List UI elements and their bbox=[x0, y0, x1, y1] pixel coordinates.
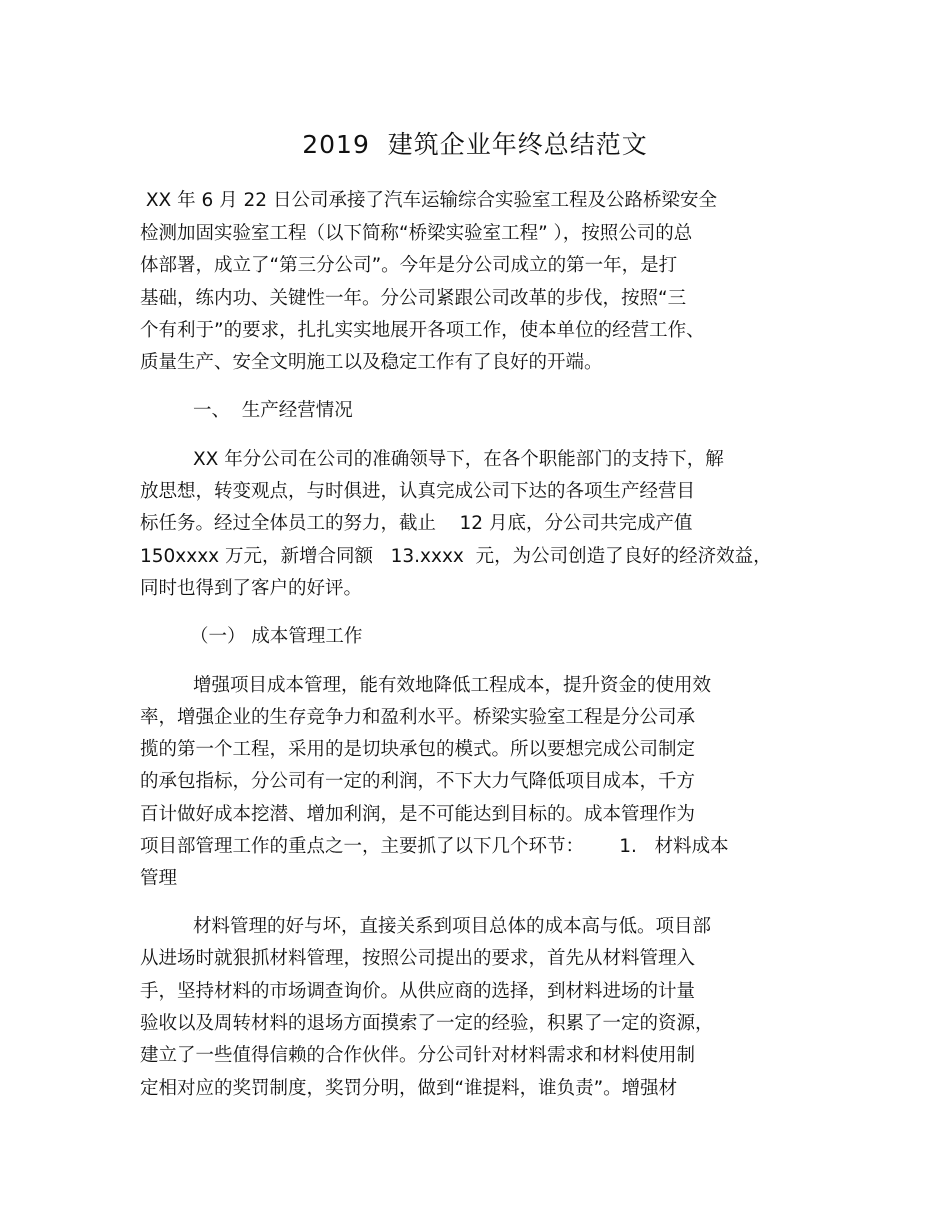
paragraph-line: 同时也得到了客户的好评。 bbox=[140, 578, 363, 599]
paragraph-line: 基础，练内功、关键性一年。分公司紧跟公司改革的步伐，按照“三 bbox=[140, 288, 687, 309]
paragraph-line: 增强项目成本管理，能有效地降低工程成本，提升资金的使用效 bbox=[193, 675, 712, 696]
paragraph-line: 管理 bbox=[140, 868, 178, 889]
paragraph-line: 150xxxx 万元，新增合同额 13.xxxx 元，为公司创造了良好的经济效益， bbox=[140, 546, 772, 567]
paragraph-line: 的承包指标，分公司有一定的利润，不下大力气降低项目成本，千方 bbox=[140, 771, 696, 792]
paragraph-line: 材料管理的好与坏，直接关系到项目总体的成本高与低。项目部 bbox=[193, 916, 712, 937]
paragraph-line: 质量生产、安全文明施工以及稳定工作有了良好的开端。 bbox=[140, 352, 603, 373]
paragraph-line: 个有利于”的要求，扎扎实实地展开各项工作，使本单位的经营工作、 bbox=[140, 320, 705, 341]
paragraph-line: XX 年 6 月 22 日公司承接了汽车运输综合实验室工程及公路桥梁安全 bbox=[140, 190, 717, 211]
subsection-heading: （一） 成本管理工作 bbox=[190, 626, 363, 647]
paragraph-line: 定相对应的奖罚制度，奖罚分明，做到“谁提料，谁负责”。增强材 bbox=[140, 1078, 678, 1099]
paragraph-line: 率，增强企业的生存竞争力和盈利水平。桥梁实验室工程是分公司承 bbox=[140, 707, 696, 728]
paragraph-line: 验收以及周转材料的退场方面摸索了一定的经验，积累了一定的资源， bbox=[140, 1013, 714, 1034]
paragraph-line: XX 年分公司在公司的准确领导下，在各个职能部门的支持下，解 bbox=[193, 449, 724, 470]
paragraph-line: 建立了一些值得信赖的合作伙伴。分公司针对材料需求和材料使用制 bbox=[140, 1045, 696, 1066]
paragraph-line: 百计做好成本挖潜、增加利润，是不可能达到目标的。成本管理作为 bbox=[140, 804, 696, 825]
paragraph-line: 检测加固实验室工程（以下简称“桥梁实验室工程” ），按照公司的总 bbox=[140, 223, 693, 244]
paragraph-line: 项目部管理工作的重点之一，主要抓了以下几个环节： 1. 材料成本 bbox=[140, 836, 729, 857]
paragraph-line: 从进场时就狠抓材料管理，按照公司提出的要求，首先从材料管理入 bbox=[140, 948, 696, 969]
paragraph-line: 揽的第一个工程，采用的是切块承包的模式。所以要想完成公司制定 bbox=[140, 739, 696, 760]
paragraph-line: 手，坚持材料的市场调查询价。从供应商的选择，到材料进场的计量 bbox=[140, 981, 696, 1002]
paragraph-line: 标任务。经过全体员工的努力，截止 12 月底，分公司共完成产值 bbox=[140, 513, 693, 534]
paragraph-line: 放思想，转变观点，与时俱进，认真完成公司下达的各项生产经营目 bbox=[140, 481, 696, 502]
section-heading: 一、 生产经营情况 bbox=[193, 400, 353, 421]
paragraph-line: 体部署，成立了“第三分公司”。今年是分公司成立的第一年，是打 bbox=[140, 255, 678, 276]
document-title: 2019 建筑企业年终总结范文 bbox=[302, 130, 648, 159]
